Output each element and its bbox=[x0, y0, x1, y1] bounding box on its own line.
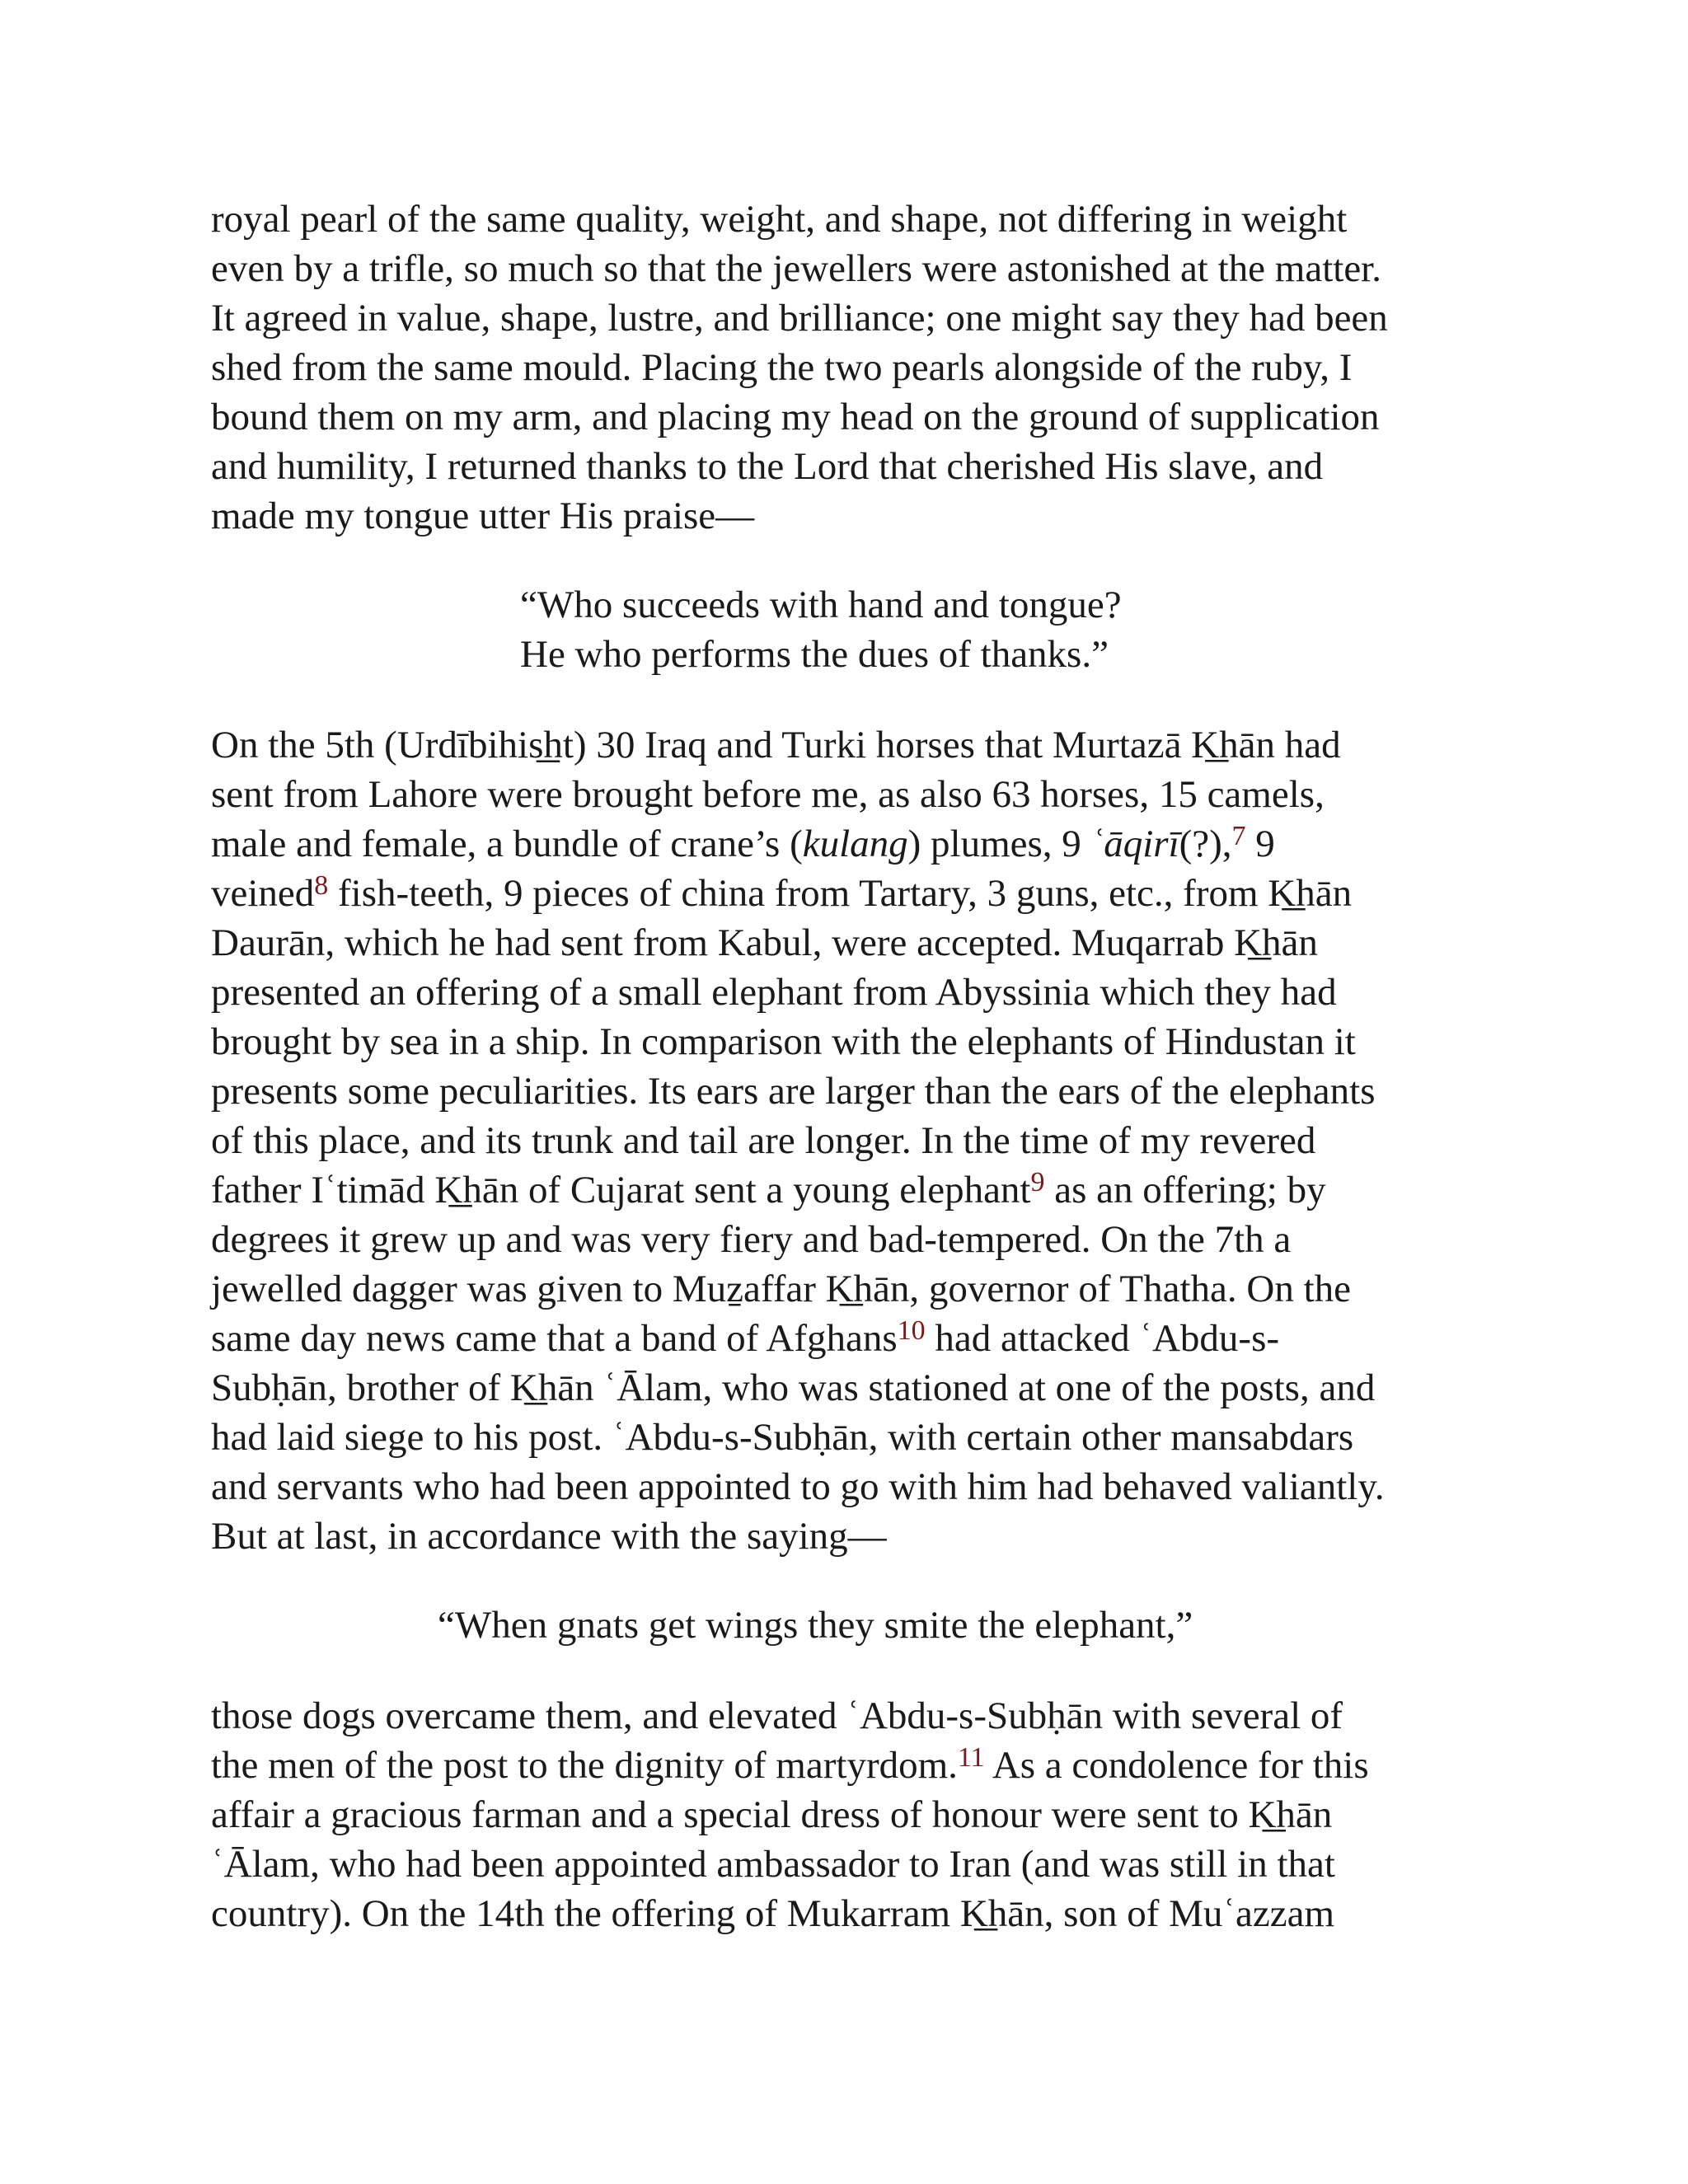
text-line bbox=[211, 869, 1497, 918]
footnote-ref-11[interactable]: 11 bbox=[957, 1742, 985, 1773]
text-line: ʿĀlam, who had been appointed ambassador to Iran (and was still in that bbox=[211, 1843, 1335, 1886]
verse-line: “Who succeeds with hand and tongue? bbox=[520, 583, 1122, 626]
text-fragment: veined bbox=[211, 872, 315, 915]
text-line: presented an offering of a small elephant from Abyssinia which they had bbox=[211, 971, 1337, 1014]
text-line: made my tongue utter His praise— bbox=[211, 494, 755, 537]
text-line bbox=[211, 1741, 1497, 1790]
verse-line: He who performs the dues of thanks.” bbox=[520, 633, 1109, 676]
text-line: Subḥān, brother of K͟hān ʿĀlam, who was stationed at one of the posts, and bbox=[211, 1366, 1376, 1409]
text-line: degrees it grew up and was very fiery and bad-tempered. On the 7th a bbox=[211, 1218, 1292, 1261]
text-fragment: had attacked ʿAbdu-s- bbox=[925, 1317, 1280, 1360]
footnote-ref-7[interactable]: 7 bbox=[1231, 821, 1246, 851]
text-line: country). On the 14th the offering of Mukarram K͟hān, son of Muʿazzam bbox=[211, 1892, 1335, 1935]
verse-quote-1 bbox=[211, 580, 1497, 679]
text-line: It agreed in value, shape, lustre, and brilliance; one might say they had been bbox=[211, 297, 1388, 340]
text-line: and humility, I returned thanks to the Lord that cherished His slave, and bbox=[211, 445, 1324, 488]
text-fragment: ) plumes, 9 bbox=[907, 823, 1091, 865]
text-line: presents some peculiarities. Its ears are larger than the ears of the elephants bbox=[211, 1070, 1376, 1113]
text-fragment: 9 bbox=[1245, 823, 1275, 865]
italic-term-aqiri: ʿāqirī bbox=[1090, 823, 1179, 865]
document-page bbox=[211, 194, 1497, 1938]
text-line: and servants who had been appointed to go with him had behaved valiantly. bbox=[211, 1465, 1385, 1508]
text-line: royal pearl of the same quality, weight, and shape, not differing in weight bbox=[211, 198, 1348, 241]
text-line: had laid siege to his post. ʿAbdu-s-Subḥān, with certain other mansabdars bbox=[211, 1416, 1354, 1459]
verse-line: “When gnats get wings they smite the elephant,” bbox=[438, 1604, 1193, 1647]
text-fragment: male and female, a bundle of crane’s ( bbox=[211, 823, 803, 865]
text-line: shed from the same mould. Placing the two pearls alongside of the ruby, I bbox=[211, 346, 1353, 389]
text-line bbox=[211, 1314, 1497, 1363]
text-line: On the 5th (Urdībihis͟ht) 30 Iraq and Turki horses that Murtazā K͟hān had bbox=[211, 724, 1341, 766]
text-line: sent from Lahore were brought before me, as also 63 horses, 15 camels, bbox=[211, 773, 1325, 816]
text-line bbox=[211, 819, 1497, 869]
text-fragment: As a condolence for this bbox=[984, 1744, 1369, 1787]
footnote-ref-8[interactable]: 8 bbox=[314, 870, 329, 901]
text-line: But at last, in accordance with the saying— bbox=[211, 1515, 887, 1558]
text-line: bound them on my arm, and placing my head on the ground of supplication bbox=[211, 396, 1380, 438]
text-line bbox=[211, 1165, 1497, 1215]
text-fragment: the men of the post to the dignity of martyrdom. bbox=[211, 1744, 958, 1787]
text-line: even by a trifle, so much so that the jewellers were astonished at the matter. bbox=[211, 247, 1381, 290]
text-line: of this place, and its trunk and tail are longer. In the time of my revered bbox=[211, 1119, 1316, 1162]
paragraph-2 bbox=[211, 720, 1497, 1561]
text-line: Daurān, which he had sent from Kabul, were accepted. Muqarrab K͟hān bbox=[211, 921, 1318, 964]
text-fragment: as an offering; by bbox=[1044, 1169, 1326, 1212]
text-fragment: father Iʿtimād K͟hān of Cujarat sent a young elephant bbox=[211, 1169, 1031, 1212]
text-fragment: fish-teeth, 9 pieces of china from Tartary, 3 guns, etc., from K͟hān bbox=[328, 872, 1353, 915]
text-fragment: (?), bbox=[1179, 823, 1232, 865]
text-line: brought by sea in a ship. In comparison with the elephants of Hindustan it bbox=[211, 1020, 1356, 1063]
paragraph-1 bbox=[211, 194, 1497, 541]
text-fragment: same day news came that a band of Afghans bbox=[211, 1317, 898, 1360]
footnote-ref-10[interactable]: 10 bbox=[897, 1315, 926, 1346]
paragraph-3 bbox=[211, 1691, 1497, 1938]
verse-quote-2 bbox=[211, 1601, 1497, 1650]
text-line: affair a gracious farman and a special dress of honour were sent to K͟hān bbox=[211, 1793, 1333, 1836]
text-line: those dogs overcame them, and elevated ʿAbdu-s-Subḥān with several of bbox=[211, 1694, 1343, 1737]
footnote-ref-9[interactable]: 9 bbox=[1030, 1167, 1045, 1197]
italic-term-kulang: kulang bbox=[802, 823, 908, 865]
text-line: jewelled dagger was given to Muẕaffar K͟hān, governor of Thatha. On the bbox=[211, 1268, 1351, 1310]
